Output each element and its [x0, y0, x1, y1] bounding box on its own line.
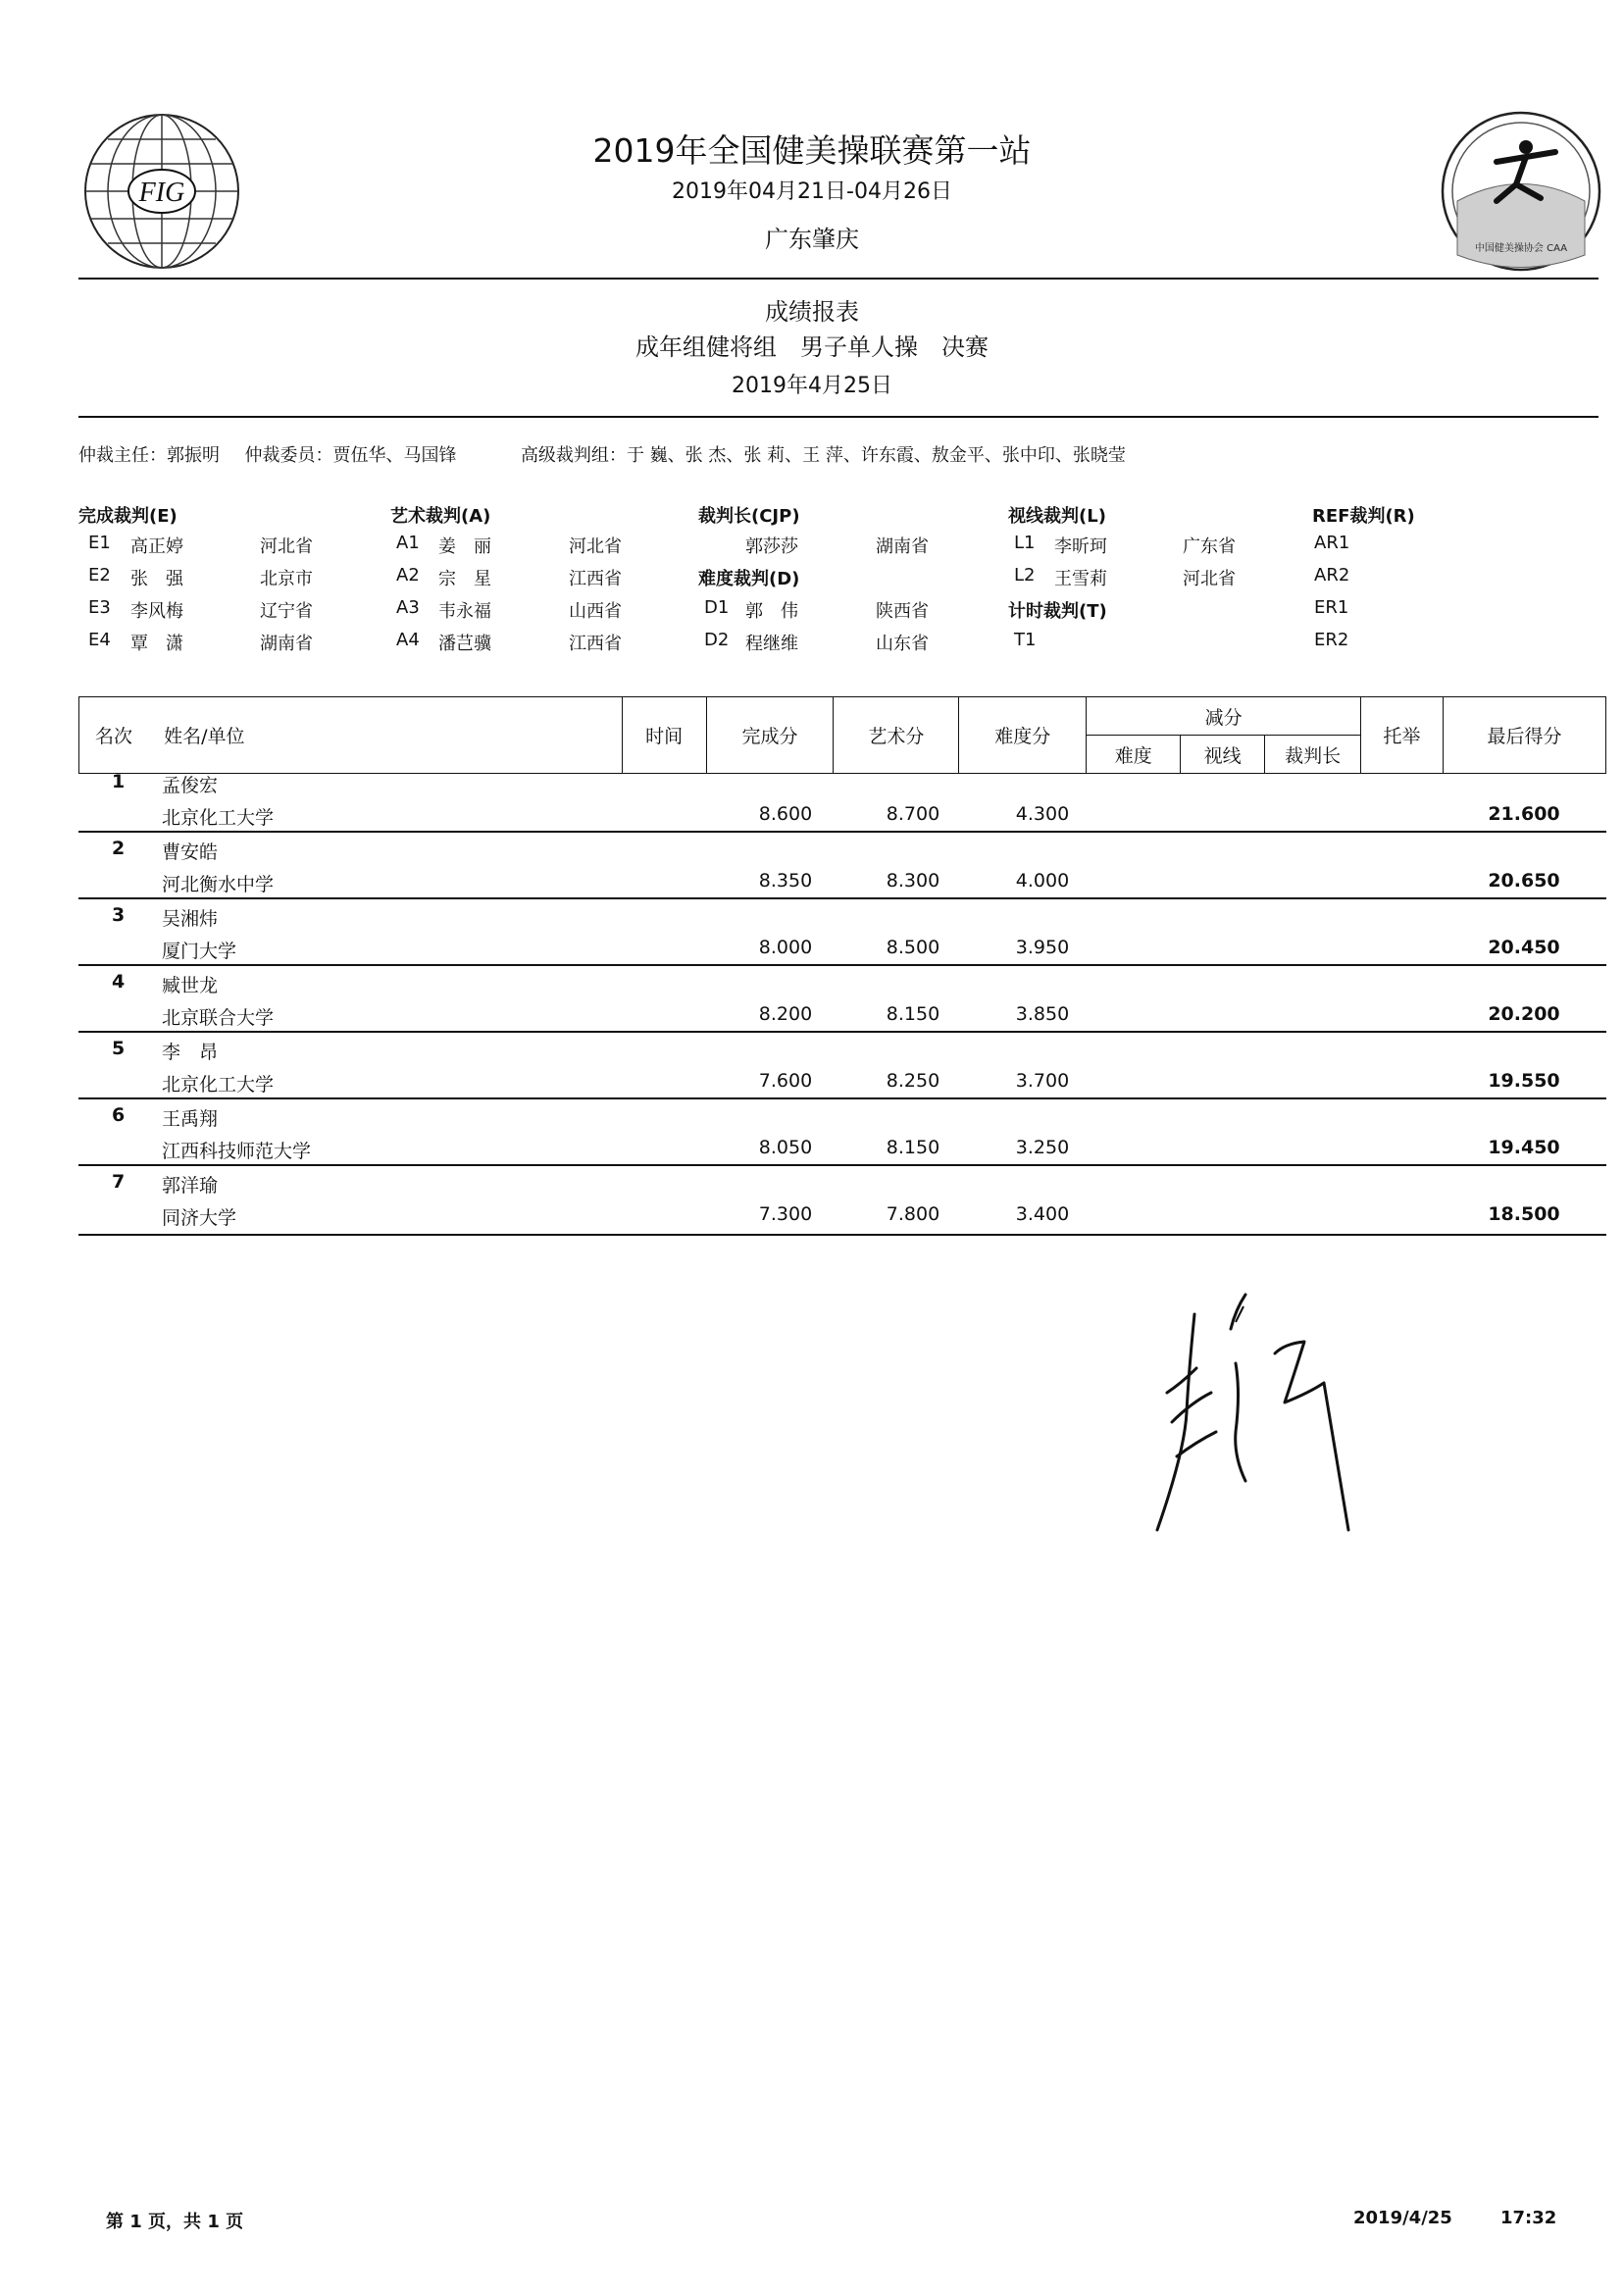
- exec-judge-province: 辽宁省: [260, 601, 313, 622]
- line-judge-code: L2: [1014, 565, 1036, 586]
- footer-date: 2019/4/25: [1353, 2208, 1452, 2228]
- row-diff: 4.000: [1015, 870, 1070, 892]
- row-final: 19.450: [1488, 1137, 1560, 1158]
- row-exec: 7.600: [758, 1070, 813, 1092]
- row-unit: 北京化工大学: [162, 1074, 275, 1096]
- row-exec: 8.000: [758, 937, 813, 958]
- diff-judge-province: 陕西省: [876, 601, 929, 622]
- fig-logo-text: FIG: [138, 178, 185, 208]
- row-exec: 8.200: [758, 1003, 813, 1025]
- row-divider: [78, 831, 1606, 833]
- col-art: 艺术分: [834, 697, 959, 774]
- row-art: 8.150: [886, 1003, 940, 1025]
- ref-judge-code: AR1: [1314, 533, 1350, 553]
- row-rank: 6: [112, 1104, 126, 1126]
- row-final: 18.500: [1488, 1203, 1560, 1225]
- row-unit: 江西科技师范大学: [162, 1141, 312, 1162]
- row-name: 李 昂: [162, 1042, 219, 1063]
- col-deduction: 减分: [1087, 697, 1361, 736]
- row-diff: 3.250: [1015, 1137, 1070, 1158]
- row-name: 曹安皓: [162, 841, 219, 863]
- ref-judge-code: ER1: [1314, 597, 1349, 618]
- exec-judge-province: 湖南省: [260, 634, 313, 654]
- col-ded-cjp: 裁判长: [1265, 736, 1361, 774]
- results-table-header: [78, 696, 1606, 774]
- row-art: 8.300: [886, 870, 940, 892]
- caa-logo-text: 中国健美操协会 CAA: [1474, 243, 1568, 254]
- line-judges-title: 视线裁判(L): [1008, 506, 1106, 527]
- row-unit: 厦门大学: [162, 941, 237, 962]
- header-divider: [78, 278, 1599, 280]
- row-divider: [78, 964, 1606, 966]
- senior-judges: 于 巍、张 杰、张 莉、王 萍、许东霞、敖金平、张中印、张晓莹: [626, 445, 1126, 466]
- row-unit: 北京化工大学: [162, 807, 275, 829]
- page-number: 第 1 页，共 1 页: [106, 2212, 244, 2232]
- diff-judge-province: 山东省: [876, 634, 929, 654]
- exec-judge-name: 覃 潇: [130, 634, 183, 654]
- row-name: 王禹翔: [162, 1108, 219, 1130]
- col-ded-diff: 难度: [1087, 736, 1181, 774]
- art-judge-name: 姜 丽: [438, 536, 491, 557]
- row-exec: 8.600: [758, 803, 813, 825]
- event-location: 广东肇庆: [765, 226, 859, 253]
- row-final: 20.650: [1488, 870, 1560, 892]
- row-exec: 7.300: [758, 1203, 813, 1225]
- art-judge-province: 河北省: [569, 536, 622, 557]
- cjp-name: 郭莎莎: [745, 536, 798, 557]
- row-exec: 8.050: [758, 1137, 813, 1158]
- col-rank: 名次: [95, 726, 133, 747]
- time-judge-code: T1: [1014, 630, 1037, 650]
- exec-judge-code: E3: [88, 597, 111, 618]
- exec-judge-province: 北京市: [260, 569, 313, 589]
- line-judge-code: L1: [1014, 533, 1036, 553]
- report-type: 成绩报表: [765, 298, 859, 326]
- row-art: 8.150: [886, 1137, 940, 1158]
- row-art: 7.800: [886, 1203, 940, 1225]
- row-divider: [78, 1234, 1606, 1236]
- officials-line: [78, 441, 1126, 467]
- row-rank: 5: [112, 1038, 126, 1059]
- arbitration-chief: 郭振明: [167, 445, 220, 466]
- row-name: 臧世龙: [162, 975, 219, 996]
- art-judge-province: 山西省: [569, 601, 622, 622]
- row-diff: 3.850: [1015, 1003, 1070, 1025]
- exec-judge-province: 河北省: [260, 536, 313, 557]
- line-judge-province: 河北省: [1183, 569, 1236, 589]
- col-diff: 难度分: [959, 697, 1087, 774]
- senior-judges-label: 高级裁判组：: [520, 445, 627, 466]
- event-dates: 2019年04月21日-04月26日: [672, 179, 952, 204]
- exec-judge-code: E4: [88, 630, 111, 650]
- row-art: 8.700: [886, 803, 940, 825]
- row-diff: 3.700: [1015, 1070, 1070, 1092]
- report-divider: [78, 416, 1599, 418]
- arbitration-committee-label: 仲裁委员：: [244, 445, 333, 466]
- report-category: 成年组健将组 男子单人操 决赛: [635, 333, 989, 361]
- row-divider: [78, 1031, 1606, 1033]
- row-name: 吴湘炜: [162, 908, 219, 930]
- row-final: 20.450: [1488, 937, 1560, 958]
- row-art: 8.500: [886, 937, 940, 958]
- row-final: 20.200: [1488, 1003, 1560, 1025]
- exec-judge-name: 高正婷: [130, 536, 183, 557]
- row-final: 19.550: [1488, 1070, 1560, 1092]
- row-divider: [78, 1097, 1606, 1099]
- footer-time: 17:32: [1500, 2208, 1557, 2228]
- row-divider: [78, 1164, 1606, 1166]
- row-rank: 4: [112, 971, 126, 993]
- cjp-title: 裁判长(CJP): [698, 506, 800, 527]
- row-exec: 8.350: [758, 870, 813, 892]
- row-unit: 同济大学: [162, 1207, 237, 1229]
- diff-judges-title: 难度裁判(D): [698, 569, 800, 589]
- art-judge-province: 江西省: [569, 569, 622, 589]
- row-diff: 4.300: [1015, 803, 1070, 825]
- row-diff: 3.400: [1015, 1203, 1070, 1225]
- arbitration-chief-label: 仲裁主任：: [78, 445, 167, 466]
- signature: [1138, 1285, 1393, 1540]
- time-judges-title: 计时裁判(T): [1008, 601, 1107, 622]
- exec-judges-title: 完成裁判(E): [78, 506, 178, 527]
- ref-judge-code: ER2: [1314, 630, 1349, 650]
- diff-judge-name: 程继维: [745, 634, 798, 654]
- page-title: 2019年全国健美操联赛第一站: [592, 131, 1032, 170]
- art-judge-name: 潘芑骥: [438, 634, 491, 654]
- art-judges-title: 艺术裁判(A): [390, 506, 491, 527]
- row-name: 郭洋瑜: [162, 1175, 219, 1197]
- ref-judges-title: REF裁判(R): [1312, 506, 1415, 527]
- diff-judge-code: D2: [704, 630, 730, 650]
- exec-judge-code: E1: [88, 533, 111, 553]
- art-judge-code: A3: [396, 597, 420, 618]
- row-divider: [78, 897, 1606, 899]
- art-judge-code: A2: [396, 565, 420, 586]
- arbitration-committee: 贾伍华、马国锋: [332, 445, 457, 466]
- exec-judge-code: E2: [88, 565, 111, 586]
- art-judge-name: 韦永福: [438, 601, 491, 622]
- report-date: 2019年4月25日: [732, 374, 892, 398]
- col-ded-line: 视线: [1181, 736, 1265, 774]
- row-art: 8.250: [886, 1070, 940, 1092]
- art-judge-province: 江西省: [569, 634, 622, 654]
- line-judge-name: 李昕珂: [1054, 536, 1107, 557]
- cjp-province: 湖南省: [876, 536, 929, 557]
- col-name: 姓名/单位: [164, 726, 245, 747]
- diff-judge-code: D1: [704, 597, 730, 618]
- line-judge-name: 王雪莉: [1054, 569, 1107, 589]
- row-unit: 河北衡水中学: [162, 874, 275, 895]
- row-rank: 2: [112, 838, 126, 859]
- col-lift: 托举: [1361, 697, 1444, 774]
- exec-judge-name: 李风梅: [130, 601, 183, 622]
- art-judge-code: A1: [396, 533, 420, 553]
- art-judge-name: 宗 星: [438, 569, 491, 589]
- row-rank: 1: [112, 771, 126, 792]
- row-rank: 3: [112, 904, 126, 926]
- row-unit: 北京联合大学: [162, 1007, 275, 1029]
- row-final: 21.600: [1488, 803, 1560, 825]
- line-judge-province: 广东省: [1183, 536, 1236, 557]
- col-final: 最后得分: [1444, 697, 1606, 774]
- exec-judge-name: 张 强: [130, 569, 183, 589]
- row-rank: 7: [112, 1171, 126, 1193]
- ref-judge-code: AR2: [1314, 565, 1350, 586]
- col-time: 时间: [622, 697, 706, 774]
- row-diff: 3.950: [1015, 937, 1070, 958]
- col-exec: 完成分: [706, 697, 834, 774]
- row-name: 孟俊宏: [162, 775, 219, 796]
- diff-judge-name: 郭 伟: [745, 601, 798, 622]
- art-judge-code: A4: [396, 630, 420, 650]
